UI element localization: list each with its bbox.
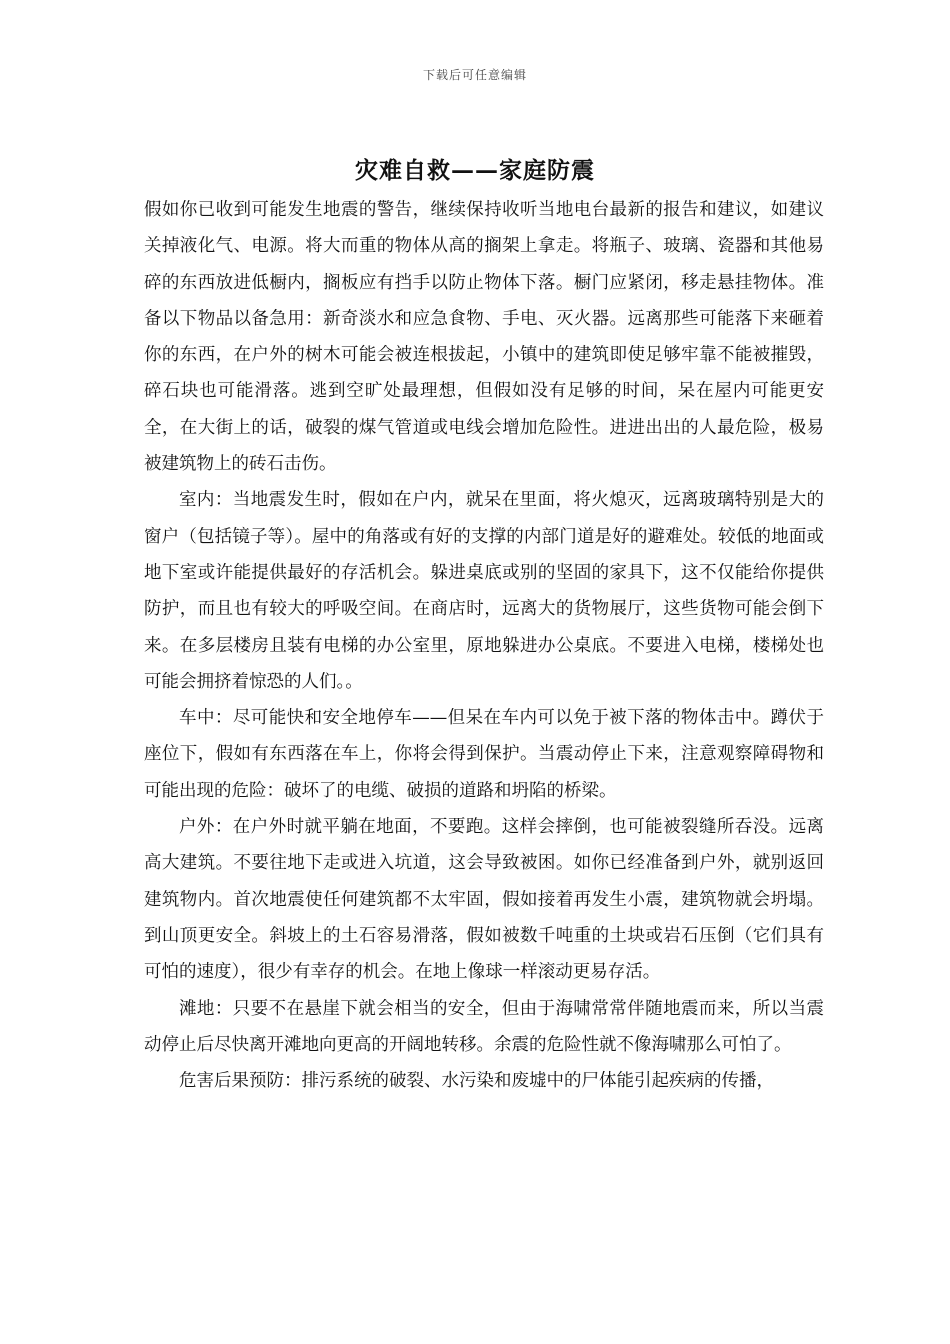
paragraph-in-car: 车中：尽可能快和安全地停车——但呆在车内可以免于被下落的物体击中。蹲伏于座位下，假如有东西落在车上，你将会得到保护。当震动停止下来，注意观察障碍物和可能出现的危险：破坏了的电缆、破损的道路和坍陷的桥梁。 xyxy=(144,708,824,801)
paragraph-beach: 滩地：只要不在悬崖下就会相当的安全，但由于海啸常常伴随地震而来，所以当震动停止后尽快离开滩地向更高的开阔地转移。余震的危险性就不像海啸那么可怕了。 xyxy=(144,998,824,1055)
paragraph-outdoors: 户外：在户外时就平躺在地面，不要跑。这样会摔倒，也可能被裂缝所吞没。远离高大建筑。不要往地下走或进入坑道，这会导致被困。如你已经准备到户外，就别返回建筑物内。首次地震使任何建筑都不太牢固，假如接着再发生小震，建筑物就会坍塌。到山顶更安全。斜坡上的土石容易滑落，假如被数千吨重的土块或岩石压倒（它们具有可怕的速度），很少有幸存的机会。在地上像球一样滚动更易存活。 xyxy=(144,817,824,983)
header-note: 下载后可任意编辑 xyxy=(422,68,527,82)
paragraph-hazard-prevention: 危害后果预防：排污系统的破裂、水污染和废墟中的尸体能引起疾病的传播， xyxy=(179,1071,774,1092)
paragraph-warning: 假如你已收到可能发生地震的警告，继续保持收听当地电台最新的报告和建议，如建议关掉液化气、电源。将大而重的物体从高的搁架上拿走。将瓶子、玻璃、瓷器和其他易碎的东西放进低橱内，搁板应有挡手以防止物体下落。橱门应紧闭，移走悬挂物体。准备以下物品以备急用：新奇淡水和应急食物、手电、灭火器。远离那些可能落下来砸着你的东西，在户外的树木可能会被连根拔起，小镇中的建筑即使足够牢靠不能被摧毁，碎石块也可能滑落。逃到空旷处最理想，但假如没有足够的时间，呆在屋内可能更安全，在大街上的话，破裂的煤气管道或电线会增加危险性。进进出出的人最危险，极易被建筑物上的砖石击伤。 xyxy=(144,200,824,475)
document-body xyxy=(144,192,824,1099)
document-title: 灾难自救——家庭防震 xyxy=(355,157,595,184)
paragraph-indoors: 室内：当地震发生时，假如在户内，就呆在里面，将火熄灭，远离玻璃特别是大的窗户（包括镜子等）。屋中的角落或有好的支撑的内部门道是好的避难处。较低的地面或地下室或许能提供最好的存活机会。躲进桌底或别的坚固的家具下，这不仅能给你提供防护，而且也有较大的呼吸空间。在商店时，远离大的货物展厅，这些货物可能会倒下来。在多层楼房且装有电梯的办公室里，原地躲进办公桌底。不要进入电梯，楼梯处也可能会拥挤着惊恐的人们。。 xyxy=(144,490,824,692)
